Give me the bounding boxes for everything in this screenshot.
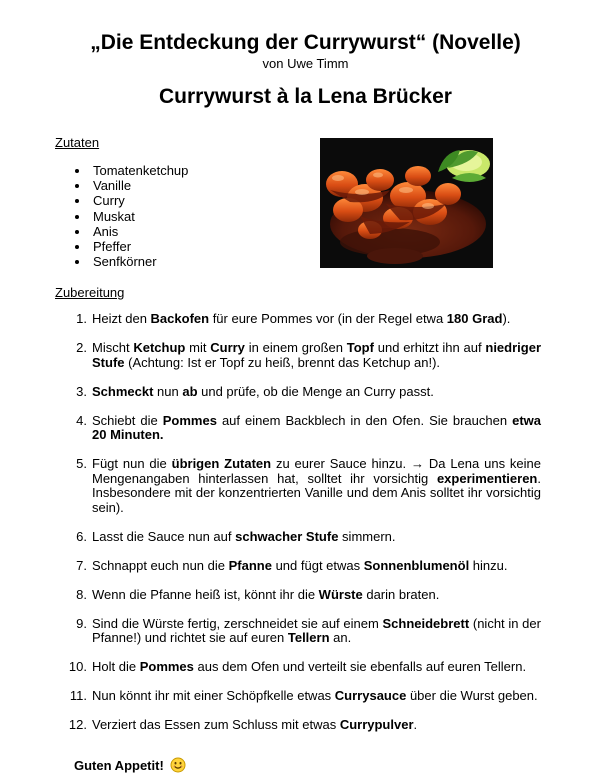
step-text: für eure Pommes vor (in der Regel etwa [209,311,447,326]
step-text: . Insbesondere mit der konzentrierten Vanille und dem Anis solltet ihr vorsichtig sein). [92,470,541,515]
preparation-step [55,588,541,603]
step-text: hinzu. [469,557,508,573]
step-number: 5. [76,456,87,471]
step-text: Fügt nun die [92,456,172,471]
author-line: von Uwe Timm [262,56,349,71]
step-text: über die Wurst geben. [406,688,538,703]
step-text: . [413,717,418,732]
step-text: ). [502,311,511,326]
preparation-step [55,617,541,646]
step-emphasis: etwa 20 Minuten. [92,412,541,442]
step-text: zu eurer Sauce hinzu. → Da Lena uns keine Mengenangaben hinterlassen hat, solltet ihr vorsichtig [92,456,542,486]
step-emphasis: experimentieren [436,470,538,486]
preparation-step [55,385,541,400]
step-text: mit [185,340,211,355]
step-emphasis: Ketchup [133,340,186,355]
step-emphasis: Currysauce [334,688,407,703]
step-number: 1. [76,311,87,326]
ingredient-item: Anis [55,224,188,239]
closing-text: Guten Appetit! [74,758,164,773]
preparation-steps [55,312,541,747]
step-emphasis: Sonnenblumenöl [363,557,470,573]
preparation-step [55,660,541,675]
smiley-icon [170,757,186,777]
preparation-step [55,689,541,704]
step-text: und erhitzt ihn auf [373,340,486,355]
preparation-step [55,414,541,443]
ingredient-item: Vanille [55,178,188,193]
currywurst-illustration [320,138,493,268]
step-emphasis: Currypulver [339,717,414,732]
step-text: auf einem Backblech in den Ofen. Sie brauchen [216,412,513,428]
step-emphasis: 180 Grad [446,311,503,326]
step-emphasis: Pommes [139,659,194,674]
step-number: 9. [76,615,87,631]
closing-line [74,757,186,777]
step-text: Verziert das Essen zum Schluss mit etwas [92,717,340,732]
step-emphasis: Tellern [287,630,330,645]
step-emphasis: niedriger Stufe [92,340,541,370]
currywurst-photo [320,138,493,268]
recipe-title: Currywurst à la Lena Brücker [159,85,452,108]
preparation-step [55,718,541,733]
step-emphasis: Backofen [150,311,210,326]
preparation-step [55,341,541,370]
step-emphasis: schwacher Stufe [235,528,339,544]
preparation-step [55,457,541,515]
step-text: nun [153,383,183,399]
step-emphasis: Pommes [162,412,217,428]
step-text: (Achtung: Ist er Topf zu heiß, brennt das Ketchup an!). [124,354,441,370]
ingredients-list [55,163,188,269]
preparation-heading: Zubereitung [55,285,125,300]
step-text: aus dem Ofen und verteilt sie ebenfalls auf euren Tellern. [193,659,527,674]
step-text: Nun könnt ihr mit einer Schöpfkelle etwas [92,688,335,703]
step-text: darin braten. [362,586,440,602]
step-text: Heizt den [92,311,151,326]
ingredients-heading: Zutaten [55,135,100,150]
step-number: 3. [76,383,87,399]
step-emphasis: Topf [346,340,374,355]
step-text: (nicht in der Pfanne!) und richtet sie auf euren [92,615,541,645]
step-emphasis: übrigen Zutaten [171,456,272,471]
step-text: Schnappt euch nun die [92,557,229,573]
step-number: 11. [69,688,87,703]
step-number: 12. [68,717,87,732]
step-text: Holt die [92,659,140,674]
step-text: Lasst die Sauce nun auf [92,528,236,544]
step-text: Mischt [92,340,134,355]
step-emphasis: Schmeckt [92,383,154,399]
ingredient-item: Pfeffer [55,239,188,254]
step-emphasis: Pfanne [228,557,272,573]
ingredient-item: Tomatenketchup [55,163,188,178]
step-number: 4. [76,412,87,428]
step-text: simmern. [338,528,396,544]
step-text: und fügt etwas [271,557,364,573]
preparation-step [55,559,541,574]
step-emphasis: Schneidebrett [382,615,470,631]
document-title: „Die Entdeckung der Currywurst“ (Novelle) [90,31,521,54]
step-text: Wenn die Pfanne heiß ist, könnt ihr die [92,586,319,602]
step-number: 10. [68,659,87,674]
step-number: 6. [76,528,87,544]
ingredient-item: Muskat [55,209,188,224]
step-number: 7. [76,557,87,573]
step-emphasis: Curry [210,340,245,355]
ingredient-item: Curry [55,193,188,208]
step-text: Sind die Würste fertig, zerschneidet sie auf einem [92,615,383,631]
ingredient-item: Senfkörner [55,254,188,269]
step-text: an. [329,630,352,645]
step-text: und prüfe, ob die Menge an Curry passt. [197,383,434,399]
step-number: 8. [76,586,87,602]
step-text: Schiebt die [92,412,163,428]
step-emphasis: Würste [318,586,363,602]
step-number: 2. [76,340,87,355]
preparation-step [55,312,541,327]
preparation-step [55,530,541,545]
step-text: in einem großen [244,340,347,355]
step-emphasis: ab [182,383,198,399]
